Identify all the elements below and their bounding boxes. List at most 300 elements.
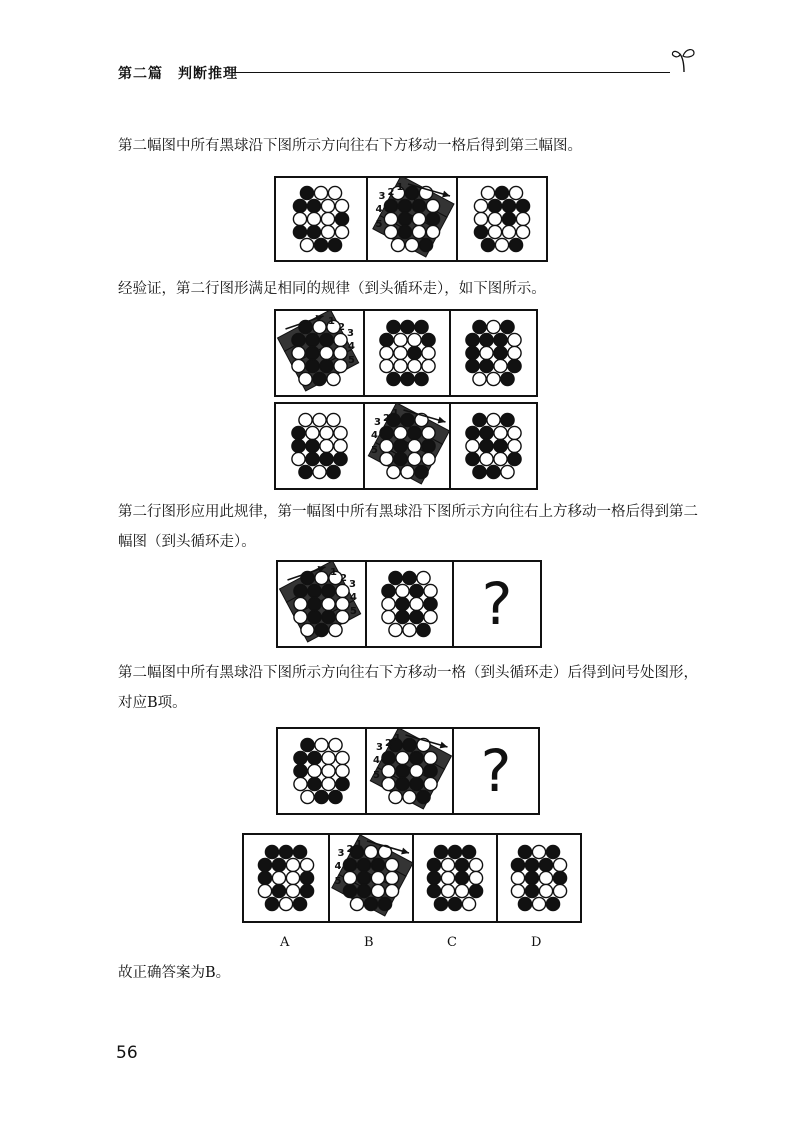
figure-4-cell-3 (452, 562, 540, 646)
white-ball (553, 884, 566, 897)
white-ball (408, 333, 421, 346)
black-ball (448, 845, 461, 858)
paragraph-5: 故正确答案为B。 (118, 965, 231, 981)
white-ball (313, 413, 326, 426)
white-ball (494, 452, 507, 465)
figure-3-cell-1 (276, 404, 363, 488)
white-ball (508, 439, 521, 452)
black-ball (466, 346, 479, 359)
white-ball (422, 359, 435, 372)
black-ball (292, 426, 305, 439)
white-ball (385, 871, 398, 884)
black-ball (426, 212, 439, 225)
black-ball (525, 871, 538, 884)
white-ball (487, 320, 500, 333)
white-ball (334, 426, 347, 439)
black-ball (294, 584, 307, 597)
black-ball (308, 751, 321, 764)
white-ball (494, 359, 507, 372)
black-ball (387, 372, 400, 385)
white-ball (315, 738, 328, 751)
white-ball (389, 623, 402, 636)
white-ball (292, 452, 305, 465)
white-ball (488, 212, 501, 225)
black-ball (293, 897, 306, 910)
white-ball (495, 238, 508, 251)
black-ball (434, 897, 447, 910)
white-ball (511, 871, 524, 884)
figure-1-cell-2 (366, 178, 456, 260)
black-ball (315, 790, 328, 803)
black-ball (495, 186, 508, 199)
sequence-number: 2 (340, 573, 347, 584)
black-ball (343, 858, 356, 871)
figure-3-cell-2 (363, 404, 450, 488)
cell-drawing (367, 729, 452, 813)
white-ball (308, 764, 321, 777)
sequence-number: 3 (373, 417, 381, 428)
white-ball (334, 333, 347, 346)
sequence-number: 4 (334, 861, 342, 872)
black-ball (306, 452, 319, 465)
black-ball (364, 897, 377, 910)
white-ball (258, 884, 271, 897)
cell-drawing (365, 311, 450, 395)
black-ball (417, 790, 430, 803)
white-ball (322, 777, 335, 790)
black-ball (308, 610, 321, 623)
black-ball (322, 610, 335, 623)
black-ball (419, 238, 432, 251)
white-ball (516, 212, 529, 225)
sequence-number: 5 (334, 876, 342, 887)
white-ball (462, 897, 475, 910)
black-ball (488, 199, 501, 212)
white-ball (474, 212, 487, 225)
cell-drawing (276, 404, 363, 488)
cell-drawing (276, 311, 363, 395)
white-ball (469, 858, 482, 871)
white-ball (511, 884, 524, 897)
black-ball (502, 212, 515, 225)
cell-drawing (278, 729, 365, 813)
black-ball (293, 199, 306, 212)
black-ball (306, 359, 319, 372)
sequence-number: 3 (349, 579, 356, 590)
white-ball (322, 751, 335, 764)
black-ball (401, 372, 414, 385)
white-ball (539, 871, 552, 884)
white-ball (301, 623, 314, 636)
black-ball (313, 372, 326, 385)
white-ball (327, 413, 340, 426)
paragraph-2: 经验证，第二行图形满足相同的规律（到头循环走），如下图所示。 (118, 281, 546, 297)
option-label-c: C (447, 935, 457, 950)
white-ball (441, 884, 454, 897)
white-ball (320, 439, 333, 452)
cell-drawing (278, 562, 365, 646)
black-ball (294, 764, 307, 777)
white-ball (424, 751, 437, 764)
sequence-number: 4 (373, 755, 380, 766)
sequence-number: 4 (370, 430, 378, 441)
paragraph-4: 第二幅图中所有黑球沿下图所示方向往右下方移动一格（到头循环走）后得到问号处图形，对应B项。 (118, 665, 698, 711)
sprout-icon (668, 44, 702, 76)
white-ball (394, 426, 407, 439)
black-ball (320, 452, 333, 465)
black-ball (382, 751, 395, 764)
option-label-b: B (364, 935, 374, 950)
sequence-number: 3 (376, 742, 383, 753)
figure-1-cell-3 (456, 178, 546, 260)
white-ball (408, 439, 421, 452)
white-ball (473, 372, 486, 385)
white-ball (371, 884, 384, 897)
white-ball (424, 610, 437, 623)
white-ball (488, 225, 501, 238)
black-ball (473, 465, 486, 478)
black-ball (306, 346, 319, 359)
sequence-number: 3 (378, 191, 386, 202)
black-ball (398, 225, 411, 238)
figure-5-cell-1 (278, 729, 365, 813)
black-ball (469, 884, 482, 897)
black-ball (307, 199, 320, 212)
white-ball (516, 225, 529, 238)
sequence-number: 5 (350, 606, 357, 617)
white-ball (299, 372, 312, 385)
white-ball (391, 238, 404, 251)
question-mark: ? (481, 570, 513, 638)
white-ball (384, 225, 397, 238)
white-ball (469, 871, 482, 884)
black-ball (329, 790, 342, 803)
white-ball (371, 871, 384, 884)
white-ball (417, 571, 430, 584)
white-ball (336, 610, 349, 623)
white-ball (394, 346, 407, 359)
black-ball (294, 751, 307, 764)
black-ball (308, 597, 321, 610)
white-ball (394, 359, 407, 372)
black-ball (357, 884, 370, 897)
white-ball (385, 884, 398, 897)
white-ball (279, 897, 292, 910)
cell-drawing (451, 404, 536, 488)
black-ball (473, 320, 486, 333)
black-ball (516, 199, 529, 212)
white-ball (272, 871, 285, 884)
black-ball (401, 320, 414, 333)
white-ball (314, 186, 327, 199)
black-ball (293, 225, 306, 238)
black-ball (378, 897, 391, 910)
cell-drawing (368, 178, 456, 260)
black-ball (371, 858, 384, 871)
white-ball (426, 225, 439, 238)
figure-5-cell-2 (365, 729, 452, 813)
option-b-cell (328, 835, 412, 921)
cell-drawing (276, 178, 366, 260)
black-ball (258, 871, 271, 884)
figure-4-cell-2 (365, 562, 452, 646)
black-ball (480, 426, 493, 439)
options-figure (242, 833, 582, 923)
white-ball (334, 346, 347, 359)
white-ball (474, 199, 487, 212)
black-ball (480, 333, 493, 346)
black-ball (509, 238, 522, 251)
white-ball (334, 439, 347, 452)
black-ball (335, 212, 348, 225)
black-ball (455, 871, 468, 884)
black-ball (518, 845, 531, 858)
white-ball (313, 465, 326, 478)
black-ball (320, 359, 333, 372)
black-ball (357, 871, 370, 884)
black-ball (462, 845, 475, 858)
white-ball (403, 623, 416, 636)
black-ball (410, 751, 423, 764)
black-ball (380, 426, 393, 439)
white-ball (412, 212, 425, 225)
white-ball (396, 751, 409, 764)
figure-2-cell-3 (449, 311, 536, 395)
black-ball (480, 359, 493, 372)
black-ball (265, 897, 278, 910)
white-ball (322, 597, 335, 610)
white-ball (508, 426, 521, 439)
sequence-number: 5 (370, 445, 378, 456)
white-ball (329, 738, 342, 751)
white-ball (387, 465, 400, 478)
sequence-number: 1 (394, 733, 401, 744)
black-ball (410, 610, 423, 623)
black-ball (466, 333, 479, 346)
black-ball (434, 845, 447, 858)
black-ball (487, 465, 500, 478)
black-ball (320, 333, 333, 346)
cell-drawing (458, 178, 546, 260)
black-ball (272, 858, 285, 871)
black-ball (466, 452, 479, 465)
black-ball (494, 439, 507, 452)
sequence-number: 5 (375, 219, 383, 230)
black-ball (279, 845, 292, 858)
white-ball (380, 452, 393, 465)
black-ball (398, 212, 411, 225)
option-label-a: A (280, 935, 290, 950)
white-ball (294, 610, 307, 623)
black-ball (511, 858, 524, 871)
white-ball (320, 426, 333, 439)
white-ball (315, 571, 328, 584)
black-ball (334, 452, 347, 465)
white-ball (480, 452, 493, 465)
figure-3-cell-3 (449, 404, 536, 488)
white-ball (382, 777, 395, 790)
white-ball (502, 225, 515, 238)
sequence-number: 2 (387, 187, 395, 198)
white-ball (321, 212, 334, 225)
white-ball (286, 858, 299, 871)
white-ball (350, 897, 363, 910)
black-ball (417, 623, 430, 636)
white-ball (394, 333, 407, 346)
white-ball (441, 858, 454, 871)
black-ball (508, 452, 521, 465)
white-ball (405, 238, 418, 251)
question-mark: ? (480, 737, 512, 805)
black-ball (424, 597, 437, 610)
cell-drawing (498, 835, 580, 921)
black-ball (396, 597, 409, 610)
white-ball (321, 225, 334, 238)
black-ball (474, 225, 487, 238)
black-ball (427, 858, 440, 871)
black-ball (494, 333, 507, 346)
white-ball (301, 790, 314, 803)
white-ball (422, 346, 435, 359)
white-ball (382, 764, 395, 777)
sequence-number: 5 (348, 355, 355, 366)
figure-1 (274, 176, 548, 262)
sequence-number: 1 (391, 408, 399, 419)
white-ball (294, 777, 307, 790)
black-ball (307, 225, 320, 238)
white-ball (307, 212, 320, 225)
white-ball (410, 597, 423, 610)
black-ball (314, 238, 327, 251)
white-ball (403, 790, 416, 803)
white-ball (509, 186, 522, 199)
cell-drawing (330, 835, 412, 921)
section-header: 第二篇 判断推理 (118, 66, 238, 82)
white-ball (508, 346, 521, 359)
black-ball (327, 465, 340, 478)
black-ball (525, 858, 538, 871)
black-ball (502, 199, 515, 212)
white-ball (424, 777, 437, 790)
black-ball (389, 571, 402, 584)
cell-drawing (454, 729, 538, 813)
figure-5 (276, 727, 540, 815)
sequence-number: 3 (337, 848, 345, 859)
black-ball (322, 584, 335, 597)
sequence-number: 3 (347, 328, 354, 339)
sequence-number: 1 (328, 316, 335, 327)
white-ball (300, 238, 313, 251)
black-ball (396, 764, 409, 777)
white-ball (335, 225, 348, 238)
black-ball (501, 320, 514, 333)
white-ball (553, 858, 566, 871)
black-ball (336, 777, 349, 790)
white-ball (293, 212, 306, 225)
black-ball (546, 845, 559, 858)
sequence-number: 2 (346, 844, 354, 855)
sequence-number: 5 (373, 770, 380, 781)
black-ball (343, 884, 356, 897)
black-ball (300, 186, 313, 199)
black-ball (481, 238, 494, 251)
sequence-number: 2 (338, 322, 345, 333)
black-ball (308, 777, 321, 790)
white-ball (480, 346, 493, 359)
black-ball (293, 845, 306, 858)
sequence-number: 4 (350, 592, 357, 603)
figure-2 (274, 309, 538, 397)
black-ball (553, 871, 566, 884)
black-ball (301, 738, 314, 751)
black-ball (306, 439, 319, 452)
black-ball (300, 884, 313, 897)
black-ball (387, 320, 400, 333)
sequence-number: 2 (385, 738, 392, 749)
black-ball (299, 465, 312, 478)
white-ball (336, 597, 349, 610)
black-ball (405, 186, 418, 199)
paragraph-1: 第二幅图中所有黑球沿下图所示方向往右下方移动一格后得到第三幅图。 (118, 138, 582, 154)
white-ball (408, 359, 421, 372)
white-ball (501, 465, 514, 478)
white-ball (343, 871, 356, 884)
cell-drawing (365, 404, 450, 488)
white-ball (327, 372, 340, 385)
white-ball (385, 858, 398, 871)
white-ball (336, 584, 349, 597)
white-ball (382, 597, 395, 610)
black-ball (403, 571, 416, 584)
black-ball (396, 777, 409, 790)
black-ball (415, 465, 428, 478)
paragraph-3: 第二行图形应用此规律，第一幅图中所有黑球沿下图所示方向往右上方移动一格后得到第二幅图（到头循环走）。 (118, 504, 698, 550)
figure-2-cell-2 (363, 311, 450, 395)
black-ball (422, 439, 435, 452)
sequence-number: 1 (330, 567, 337, 578)
white-ball (412, 225, 425, 238)
black-ball (501, 413, 514, 426)
white-ball (532, 845, 545, 858)
white-ball (532, 897, 545, 910)
black-ball (403, 738, 416, 751)
white-ball (382, 610, 395, 623)
sequence-number: 1 (396, 182, 404, 193)
black-ball (546, 897, 559, 910)
black-ball (292, 333, 305, 346)
black-ball (258, 858, 271, 871)
black-ball (427, 871, 440, 884)
figure-4-cell-1 (278, 562, 365, 646)
cell-drawing (451, 311, 536, 395)
black-ball (480, 439, 493, 452)
white-ball (334, 359, 347, 372)
white-ball (306, 426, 319, 439)
black-ball (466, 359, 479, 372)
black-ball (408, 346, 421, 359)
white-ball (487, 413, 500, 426)
white-ball (299, 413, 312, 426)
sequence-number: 2 (382, 413, 390, 424)
black-ball (384, 199, 397, 212)
white-ball (320, 346, 333, 359)
white-ball (286, 884, 299, 897)
white-ball (455, 884, 468, 897)
black-ball (508, 359, 521, 372)
sequence-number: 4 (348, 341, 355, 352)
figure-5-cell-3 (452, 729, 538, 813)
white-ball (321, 199, 334, 212)
